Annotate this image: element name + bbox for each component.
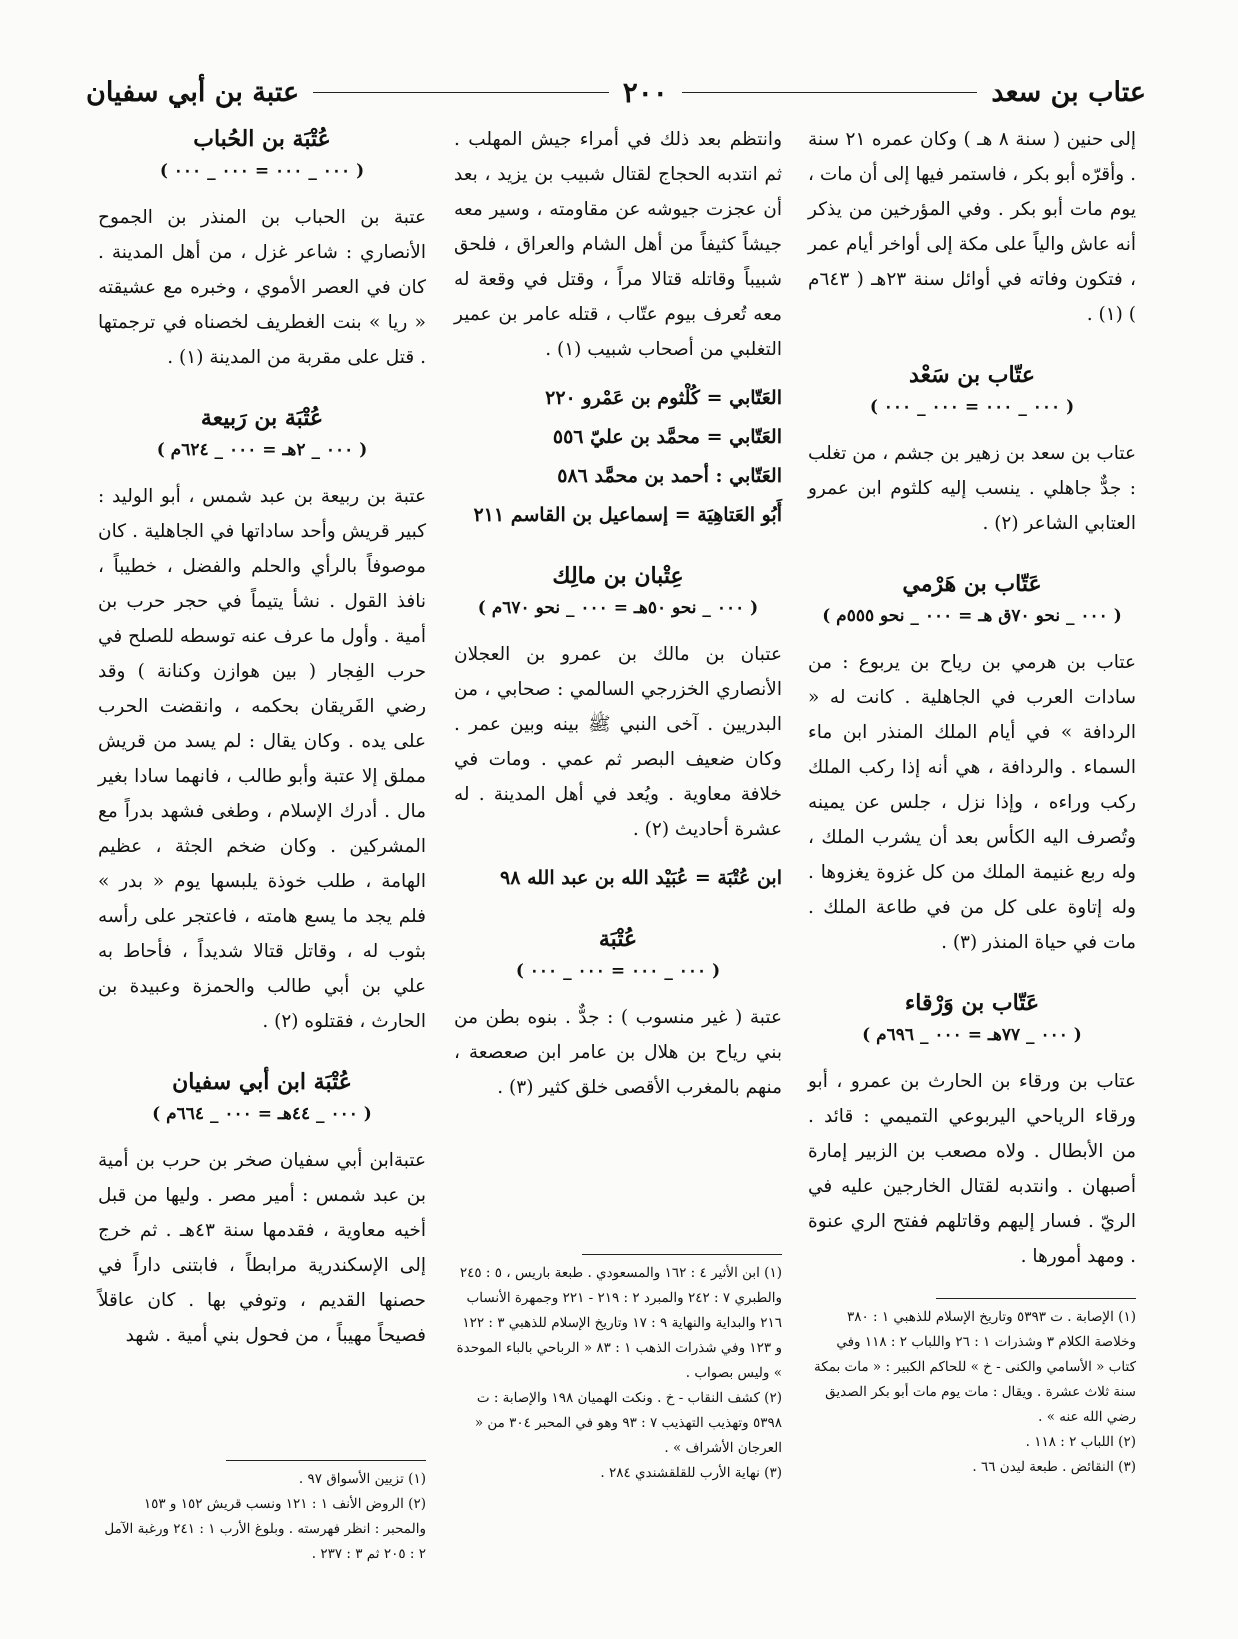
entry-text: عتاب بن سعد بن زهير بن جشم ، من تغلب : جدٌّ جاهلي . ينسب إليه كلثوم ابن عمرو العتابي الشاعر (٢) . [808, 443, 1136, 534]
entry-dates: ( ٠٠٠ _ ٤٤هـ = ٠٠٠ _ ٦٦٤م ) [152, 1104, 372, 1124]
entry-text: عتبان بن مالك بن عمرو بن العجلان الأنصاري الخزرجي السالمي : صحابي ، من البدريين . آخى النبي ﷺ بينه وبين عمر . وكان ضعيف البصر ثم عمي . ومات في خلافة معاوية . ويُعد في أهل المدينة . له عشرة أحاديث (٢) . [454, 644, 782, 840]
header-right-title: عتاب بن سعد [991, 76, 1146, 108]
footnote: (٣) نهاية الأرب للقلقشندي ٢٨٤ . [600, 1465, 782, 1481]
entry-title: عُتْبَة ابن أبي سفيان [172, 1069, 352, 1095]
entry-text: عتاب بن ورقاء بن الحارث بن عمرو ، أبو ورقاء الرياحي اليربوعي التميمي : قائد . من الأبطال . ولاه مصعب بن الزبير إمارة أصبهان . وانتدبه لقتال الخارجين عليه في الريّ . فسار إليهم وقاتلهم ففتح الري عنوة . ومهد أمورها . [808, 1071, 1136, 1267]
footnote-rule [582, 1254, 782, 1255]
column-middle [454, 122, 782, 1109]
cross-reference: العَتّابي : أحمد بن محمَّد ٥٨٦ [557, 465, 782, 487]
entry-text: عتاب بن هرمي بن رياح بن يربوع : من سادات العرب في الجاهلية . كانت له « الردافة » في أيام الملك المنذر ابن ماء السماء . والردافة ، هي أنه إذا ركب الملك ركب وراءه ، وإذا نزل ، جلس عن يمينه وتُصرف اليه الكأس بعد أن يشرب الملك ، وله ربع غنيمة الملك من كل غزوة يغزوها . وله إتاوة على كل من في طاعة الملك . مات في حياة المنذر (٣) . [808, 652, 1136, 953]
footnote: (٣) النقائض . طبعة ليدن ٦٦ . [972, 1459, 1136, 1475]
cross-reference: أَبُو العَتاهِيَة = إسماعيل بن القاسم ٢١١ [473, 504, 782, 526]
footnote: (١) ابن الأثير ٤ : ١٦٢ والمسعودي . طبعة باريس ، ٥ : ٢٤٥ والطبري ٧ : ٢٤٢ والمبرد ٢ : ٢١٩ - ٢٢١ وجمهرة الأنساب ٢١٦ والبداية والنهاية ٩ : ١٧ وتاريخ الإسلام للذهبي ٣ : ١٢٢ و ١٢٣ وفي شذرات الذهب ١ : ٨٣ « الرباحي بالباء الموحدة » وليس بصواب . [456, 1265, 782, 1381]
entry-title: عتّاب بن سَعْد [909, 362, 1035, 388]
entry-title: عِتْبان بن مالِك [552, 563, 684, 589]
footnote: (١) الإصابة . ت ٥٣٩٣ وتاريخ الإسلام للذهبي ١ : ٣٨٠ وخلاصة الكلام ٣ وشذرات ١ : ٢٦ واللباب ٢ : ١١٨ وفي كتاب « الأسامي والكنى - خ » للحاكم الكبير : « مات بمكة سنة ثلاث عشرة . ويقال : مات يوم مات أبو بكر الصديق رضي الله عنه » . [814, 1309, 1136, 1425]
page-header [86, 72, 1146, 112]
entry-dates: ( ٠٠٠ _ ٠٠٠ = ٠٠٠ _ ٠٠٠ ) [869, 397, 1075, 417]
header-rule [682, 92, 978, 93]
entry-dates: ( ٠٠٠ _ ٧٧هـ = ٠٠٠ _ ٦٩٦م ) [862, 1025, 1082, 1045]
entry-title: عَتّاب بن هَرْمي [902, 571, 1042, 597]
entry-title: عُتْبَة بن رَبيعة [200, 405, 324, 431]
column-right [808, 122, 1136, 1278]
footnote: (٢) الروض الأنف ١ : ١٢١ ونسب قريش ١٥٢ و ١٥٣ والمحبر : انظر فهرسته . وبلوغ الأرب ١ : ٢٤١ ورغبة الآمل ٢ : ٢٠٥ ثم ٣ : ٢٣٧ . [104, 1496, 426, 1562]
entry-dates: ( ٠٠٠ _ ٠٠٠ = ٠٠٠ _ ٠٠٠ ) [159, 161, 365, 181]
header-left-title: عتبة بن أبي سفيان [86, 76, 300, 108]
entry-dates: ( ٠٠٠ _ ٠٠٠ = ٠٠٠ _ ٠٠٠ ) [515, 961, 721, 981]
cross-reference: العَتّابي = محمَّد بن عليّ ٥٥٦ [552, 426, 782, 448]
footnote-rule [936, 1298, 1136, 1299]
entry-text: عتبة بن ربيعة بن عبد شمس ، أبو الوليد : كبير قريش وأحد ساداتها في الجاهلية . كان موصوفاً بالرأي والحلم والفضل ، خطيباً ، نافذ القول . نشأ يتيماً في حجر حرب بن أمية . وأول ما عرف عنه توسطه للصلح في حرب الفِجار ( بين هوازن وكنانة ) وقد رضي الفَريقان بحكمه ، وانقضت الحرب على يده . وكان يقال : لم يسد من قريش مملق إلا عتبة وأبو طالب ، فانهما سادا بغير مال . أدرك الإسلام ، وطغى فشهد بدراً مع المشركين . وكان ضخم الجثة ، عظيم الهامة ، طلب خوذة يلبسها يوم « بدر » فلم يجد ما يسع هامته ، فاعتجر على رأسه بثوب له ، وقاتل قتالا شديداً ، فأحاط به علي بن أبي طالب والحمزة وعبيدة بن الحارث ، فقتلوه (٢) . [98, 486, 426, 1032]
footnote: (١) تزيين الأسواق ٩٧ . [298, 1471, 426, 1487]
header-rule [313, 92, 609, 93]
page-number: ٢٠٠ [622, 75, 668, 109]
entry-dates: ( ٠٠٠ _ ٢هـ = ٠٠٠ _ ٦٢٤م ) [156, 440, 368, 460]
footnotes-right [808, 1298, 1136, 1480]
entry-text: عتبة ( غير منسوب ) : جدٌّ . بنوه بطن من بني رياح بن هلال بن عامر ابن صعصعة ، منهم بالمغرب الأقصى خلق كثير (٣) . [454, 1007, 782, 1098]
column-left [98, 122, 426, 1357]
footnote: (٢) كشف النقاب - خ . ونكت الهميان ١٩٨ والإصابة : ت ٥٣٩٨ وتهذيب التهذيب ٧ : ٩٣ وهو في المحبر ٣٠٤ من « العرجان الأشراف » . [474, 1390, 782, 1456]
cross-reference-list [454, 381, 782, 533]
entry-continuation: وانتظم بعد ذلك في أمراء جيش المهلب . ثم انتدبه الحجاج لقتال شبيب بن يزيد ، بعد أن عجزت جيوشه عن مقاومته ، وسير معه جيشاً كثيفاً من أهل الشام والعراق ، فلحق شبيباً وقاتله قتالا مراً ، وقتل في وقعة له معه تُعرف بيوم عتّاب ، قتله عامر بن عمير التغلبي من أصحاب شبيب (١) . [454, 129, 782, 360]
cross-reference: العَتّابي = كُلْثوم بن عَمْرو ٢٢٠ [545, 387, 782, 409]
footnote: (٢) اللباب ٢ : ١١٨ . [1025, 1434, 1136, 1450]
footnote-rule [226, 1460, 426, 1461]
entry-dates: ( ٠٠٠ _ نحو ٧٠ق هـ = ٠٠٠ _ نحو ٥٥٥م ) [822, 606, 1122, 626]
cross-reference: ابن عُتْبَة = عُبَيْد الله بن عبد الله ٩٨ [500, 867, 782, 889]
entry-title: عَتّاب بن وَرْقاء [904, 990, 1040, 1016]
entry-text: عتبةابن أبي سفيان صخر بن حرب بن أمية بن عبد شمس : أمير مصر . وليها من قبل أخيه معاوية ، فقدمها سنة ٤٣هـ . ثم خرج إلى الإسكندرية مرابطاً ، فابتنى داراً في حصنها القديم ، وتوفي بها . كان عاقلاً فصيحاً مهيباً ، من فحول بني أمية . شهد [98, 1150, 426, 1346]
entry-title: عُتْبَة بن الحُباب [193, 126, 331, 152]
entry-title: عُتْبَة [598, 926, 638, 952]
entry-dates: ( ٠٠٠ _ نحو ٥٠هـ = ٠٠٠ _ نحو ٦٧٠م ) [477, 598, 759, 618]
entry-text: عتبة بن الحباب بن المنذر بن الجموح الأنصاري : شاعر غزل ، من أهل المدينة . كان في العصر الأموي ، وخبره مع عشيقته « ريا » بنت الغطريف لخصناه في ترجمتها . قتل على مقربة من المدينة (١) . [98, 207, 426, 368]
entry-continuation: إلى حنين ( سنة ٨ هـ ) وكان عمره ٢١ سنة . وأقرّه أبو بكر ، فاستمر فيها إلى أن مات ، يوم مات أبو بكر . وفي المؤرخين من يذكر أنه عاش والياً على مكة إلى أواخر أيام عمر ، فتكون وفاته في أوائل سنة ٢٣هـ ( ٦٤٣م ) (١) . [808, 129, 1136, 325]
footnotes-middle [454, 1254, 782, 1486]
footnotes-left [98, 1460, 426, 1567]
